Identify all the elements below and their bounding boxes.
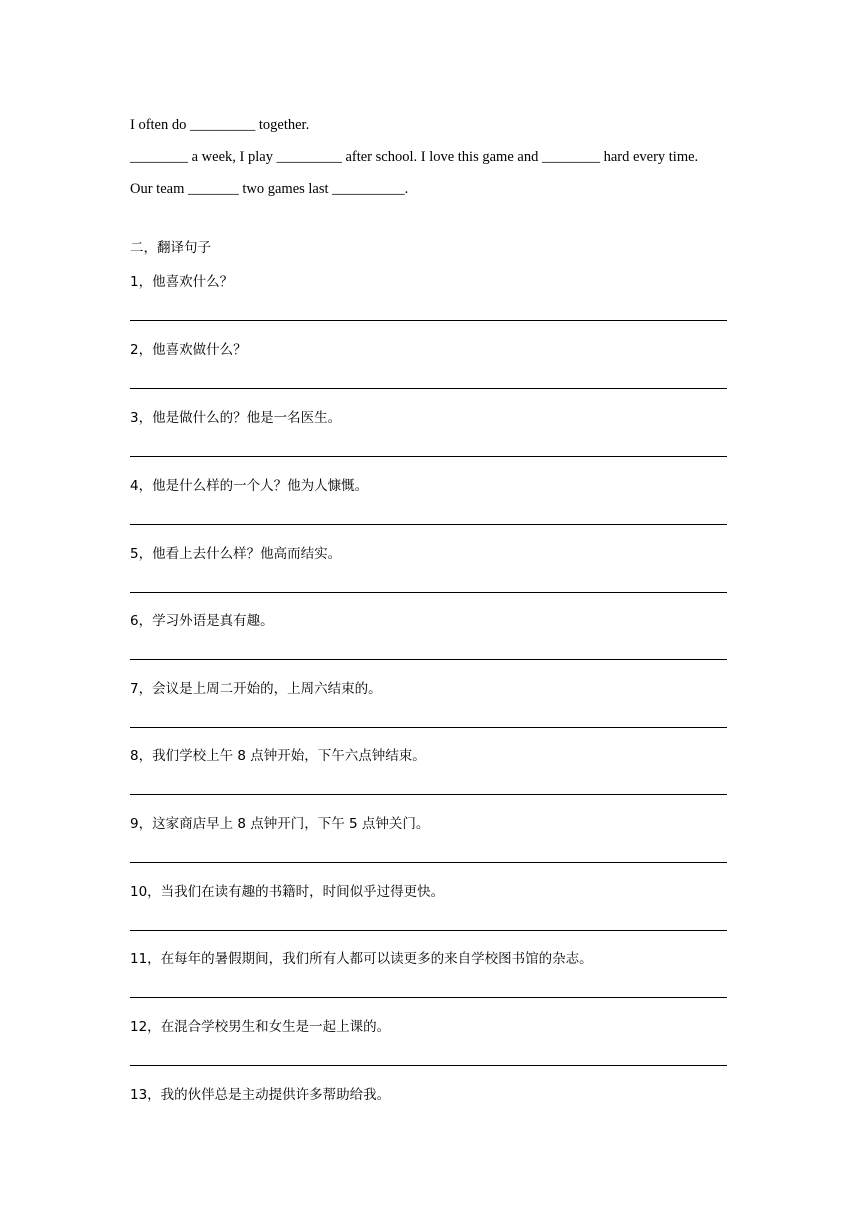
- answer-line-5: [130, 592, 727, 593]
- answer-line-7: [130, 727, 727, 728]
- question-4: 4，他是什么样的一个人？他为人慷慨。: [130, 478, 369, 494]
- fill-blank-sentence-1: I often do _________ together.: [130, 117, 310, 133]
- question-5: 5，他看上去什么样？他高而结实。: [130, 546, 342, 562]
- question-6: 6，学习外语是真有趣。: [130, 613, 274, 629]
- question-13: 13，我的伙伴总是主动提供许多帮助给我。: [130, 1087, 391, 1103]
- question-12: 12，在混合学校男生和女生是一起上课的。: [130, 1019, 391, 1035]
- question-3: 3，他是做什么的？他是一名医生。: [130, 410, 342, 426]
- answer-line-8: [130, 794, 727, 795]
- question-8: 8，我们学校上午 8 点钟开始，下午六点钟结束。: [130, 748, 426, 764]
- fill-blank-sentence-3: Our team _______ two games last __________.: [130, 181, 409, 197]
- answer-line-12: [130, 1065, 727, 1066]
- answer-line-3: [130, 456, 727, 457]
- answer-line-1: [130, 320, 727, 321]
- question-7: 7，会议是上周二开始的，上周六结束的。: [130, 681, 382, 697]
- question-2: 2，他喜欢做什么？: [130, 342, 247, 358]
- answer-line-10: [130, 930, 727, 931]
- answer-line-9: [130, 862, 727, 863]
- question-9: 9，这家商店早上 8 点钟开门，下午 5 点钟关门。: [130, 816, 430, 832]
- answer-line-2: [130, 388, 727, 389]
- section-title: 二，翻译句子: [130, 240, 211, 256]
- answer-line-11: [130, 997, 727, 998]
- question-1: 1，他喜欢什么？: [130, 274, 234, 290]
- fill-blank-sentence-2: ________ a week, I play _________ after school. I love this game and ________ hard every time.: [130, 149, 699, 165]
- question-10: 10，当我们在读有趣的书籍时，时间似乎过得更快。: [130, 884, 445, 900]
- answer-line-4: [130, 524, 727, 525]
- answer-line-6: [130, 659, 727, 660]
- question-11: 11，在每年的暑假期间，我们所有人都可以读更多的来自学校图书馆的杂志。: [130, 951, 593, 967]
